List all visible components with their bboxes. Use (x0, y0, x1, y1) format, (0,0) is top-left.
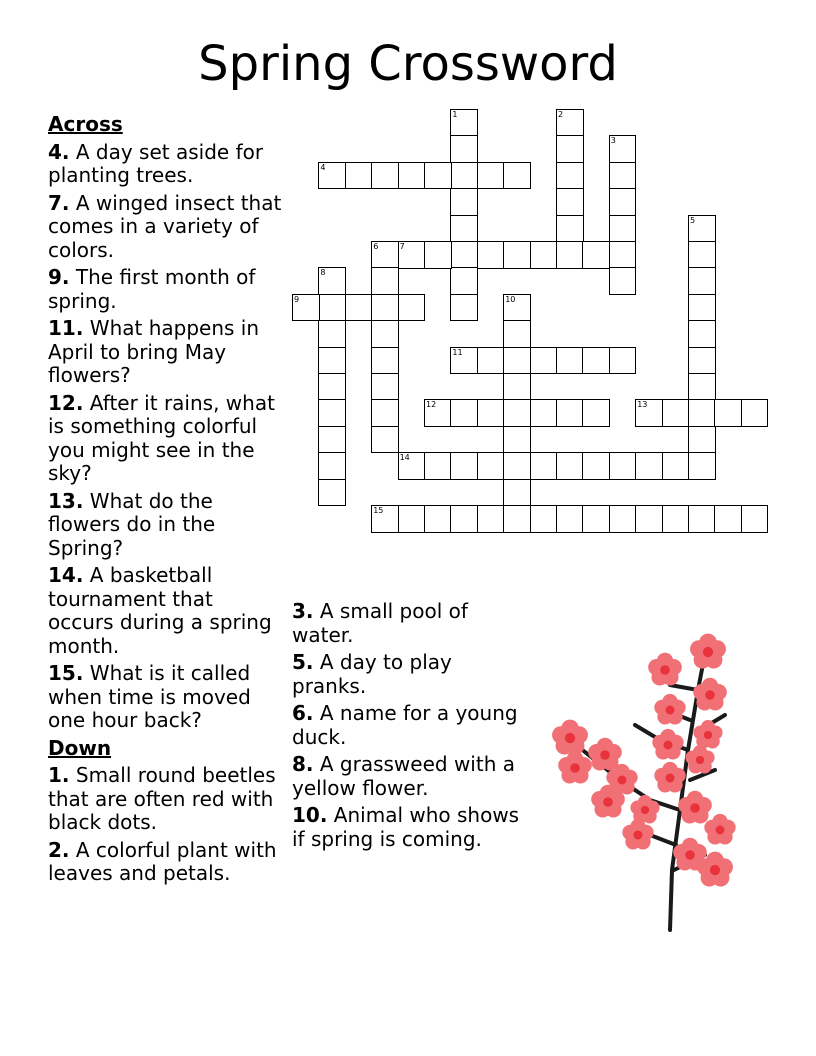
grid-cell[interactable] (503, 452, 531, 480)
grid-cell[interactable] (635, 505, 663, 533)
grid-cell[interactable] (450, 215, 478, 243)
blossom-center (666, 706, 675, 715)
grid-cell[interactable] (477, 505, 505, 533)
grid-cell[interactable] (556, 135, 584, 163)
grid-cell[interactable] (503, 505, 531, 533)
grid-cell[interactable] (371, 320, 399, 348)
blossom-center (710, 865, 720, 875)
grid-cell[interactable] (450, 452, 478, 480)
grid-cell[interactable] (714, 399, 742, 427)
grid-cell[interactable] (318, 399, 346, 427)
blossom-center (634, 831, 643, 840)
clue-text: A colorful plant with leaves and petals. (48, 837, 277, 885)
grid-cell[interactable] (503, 241, 531, 269)
blossom-center (641, 806, 649, 814)
grid-cell[interactable] (609, 215, 637, 243)
clue-text: A small pool of water. (292, 599, 468, 647)
clue-text: A basketball tournament that occurs during a spring month. (48, 563, 272, 658)
clue-number: 11. (48, 316, 84, 340)
grid-cell[interactable] (662, 399, 690, 427)
grid-cell[interactable] (503, 320, 531, 348)
grid-cell[interactable] (450, 347, 478, 375)
blossom-center (603, 797, 613, 807)
grid-cell[interactable] (609, 347, 637, 375)
grid-cell[interactable] (398, 162, 426, 190)
grid-cell[interactable] (688, 373, 716, 401)
grid-cell[interactable] (503, 426, 531, 454)
clue-number: 4. (48, 139, 70, 164)
grid-cell[interactable] (318, 347, 346, 375)
grid-cell[interactable] (503, 294, 531, 322)
across-heading: Across (48, 112, 123, 136)
clue-text: Animal who shows if spring is coming. (292, 803, 520, 851)
cell-number: 11 (452, 347, 463, 357)
grid-cell[interactable] (741, 399, 769, 427)
grid-cell[interactable] (556, 162, 584, 190)
branch-stem (650, 835, 676, 845)
grid-cell[interactable] (556, 241, 584, 269)
grid-cell[interactable] (450, 109, 478, 137)
clue-text: A name for a young duck. (292, 701, 518, 749)
clue-number: 9. (48, 265, 70, 289)
grid-cell[interactable] (635, 399, 663, 427)
grid-cell[interactable] (556, 505, 584, 533)
blossom-center (664, 741, 673, 750)
clue-text: A day to play pranks. (292, 650, 452, 698)
grid-cell[interactable] (477, 241, 505, 269)
grid-cell[interactable] (503, 162, 531, 190)
grid-cell[interactable] (582, 505, 610, 533)
grid-cell[interactable] (371, 267, 399, 295)
grid-cell[interactable] (582, 452, 610, 480)
clue-number: 5. (292, 650, 314, 674)
clue-number: 10. (292, 803, 328, 827)
blossom-center (685, 850, 695, 860)
grid-cell[interactable] (450, 267, 478, 295)
cell-number: 9 (294, 294, 300, 304)
grid-cell[interactable] (609, 188, 637, 216)
blossom-center (565, 733, 575, 743)
clue-text: What is it called when time is moved one hour back? (48, 661, 251, 732)
clue-number: 13. (48, 488, 84, 513)
grid-cell[interactable] (450, 135, 478, 163)
grid-cell[interactable] (530, 452, 558, 480)
grid-cell[interactable] (503, 347, 531, 375)
cell-number: 2 (558, 110, 564, 119)
blossom-center (690, 803, 700, 813)
grid-cell[interactable] (371, 373, 399, 401)
blossom-center (660, 665, 670, 675)
clue-text: After it rains, what is something colorful you might see in the sky? (48, 390, 275, 485)
cell-number: 15 (373, 506, 384, 515)
grid-cell[interactable] (556, 188, 584, 216)
cell-number: 14 (399, 453, 410, 463)
grid-cell[interactable] (450, 294, 478, 322)
grid-cell[interactable] (318, 452, 346, 480)
grid-cell[interactable] (477, 162, 505, 190)
grid-cell[interactable] (450, 188, 478, 216)
grid-cell[interactable] (398, 294, 426, 322)
grid-cell[interactable] (556, 215, 584, 243)
grid-cell[interactable] (398, 505, 426, 533)
cell-number: 5 (690, 215, 696, 225)
grid-cell[interactable] (609, 241, 637, 269)
grid-cell[interactable] (503, 399, 531, 427)
grid-cell[interactable] (318, 294, 346, 322)
blossom-center (618, 776, 627, 785)
grid-cell[interactable] (582, 241, 610, 269)
grid-cell[interactable] (371, 426, 399, 454)
grid-cell[interactable] (318, 267, 346, 295)
grid-cell[interactable] (609, 452, 637, 480)
clue-text: What do the flowers do in the Spring? (48, 488, 216, 560)
grid-cell[interactable] (609, 162, 637, 190)
grid-cell[interactable] (450, 241, 478, 269)
clue-number: 8. (292, 752, 314, 776)
blossom-center (704, 731, 712, 739)
grid-cell[interactable] (424, 399, 452, 427)
grid-cell[interactable] (688, 505, 716, 533)
grid-cell[interactable] (424, 162, 452, 190)
page-title: Spring Crossword (198, 36, 618, 92)
grid-cell[interactable] (477, 452, 505, 480)
grid-cell[interactable] (398, 452, 426, 480)
down-heading: Down (48, 735, 112, 760)
grid-cell[interactable] (582, 347, 610, 375)
grid-cell[interactable] (530, 505, 558, 533)
clue-text: The first month of spring. (48, 265, 256, 313)
cell-number: 7 (399, 242, 405, 251)
grid-cell[interactable] (477, 399, 505, 427)
grid-cell[interactable] (424, 452, 452, 480)
cell-number: 8 (320, 268, 326, 278)
clue-number: 14. (48, 563, 84, 587)
grid-cell[interactable] (714, 505, 742, 533)
grid-cell[interactable] (688, 426, 716, 454)
grid-cell[interactable] (424, 505, 452, 533)
grid-cell[interactable] (318, 373, 346, 401)
grid-cell[interactable] (424, 241, 452, 269)
clue-number: 6. (292, 701, 314, 725)
grid-cell[interactable] (556, 109, 584, 137)
clue-number: 15. (48, 661, 84, 685)
grid-cell[interactable] (371, 399, 399, 427)
grid-cell[interactable] (398, 241, 426, 269)
clue-number: 3. (292, 599, 314, 623)
grid-cell[interactable] (371, 347, 399, 375)
grid-cell[interactable] (609, 267, 637, 295)
clue-text: Small round beetles that are often red with black dots. (48, 763, 276, 834)
grid-cell[interactable] (450, 399, 478, 427)
clue-text: What happens in April to bring May flowers? (48, 316, 260, 387)
blossom-center (600, 750, 610, 760)
cell-number: 10 (505, 294, 516, 304)
grid-cell[interactable] (318, 426, 346, 454)
blossom-center (703, 647, 713, 657)
grid-cell[interactable] (530, 347, 558, 375)
clue-text: A day set aside for planting trees. (48, 139, 264, 187)
grid-cell[interactable] (741, 505, 769, 533)
cell-number: 4 (320, 162, 326, 172)
grid-cell[interactable] (582, 399, 610, 427)
grid-cell[interactable] (530, 399, 558, 427)
grid-cell[interactable] (318, 479, 346, 507)
cell-number: 12 (426, 400, 437, 410)
clue-text: A winged insect that comes in a variety of colors. (48, 190, 282, 262)
grid-cell[interactable] (450, 505, 478, 533)
blossom-center (716, 826, 725, 835)
cell-number: 3 (610, 136, 616, 146)
grid-cell[interactable] (662, 452, 690, 480)
grid-cell[interactable] (371, 294, 399, 322)
clue-number: 1. (48, 763, 70, 787)
grid-cell[interactable] (530, 241, 558, 269)
blossom-center (666, 774, 675, 783)
grid-cell[interactable] (609, 135, 637, 163)
cell-number: 1 (452, 110, 458, 119)
clue-number: 12. (48, 390, 84, 415)
grid-cell[interactable] (635, 452, 663, 480)
grid-cell[interactable] (609, 505, 637, 533)
grid-cell[interactable] (662, 505, 690, 533)
grid-cell[interactable] (688, 452, 716, 480)
clue-number: 7. (48, 190, 70, 215)
grid-cell[interactable] (345, 162, 373, 190)
grid-cell[interactable] (503, 479, 531, 507)
clue-text: A grassweed with a yellow flower. (292, 752, 515, 800)
grid-cell[interactable] (556, 347, 584, 375)
blossom-center (705, 690, 715, 700)
grid-cell[interactable] (688, 347, 716, 375)
grid-cell[interactable] (450, 162, 478, 190)
grid-cell[interactable] (371, 505, 399, 533)
grid-cell[interactable] (688, 215, 716, 243)
grid-cell[interactable] (371, 162, 399, 190)
cell-number: 13 (637, 400, 648, 410)
clue-number: 2. (48, 837, 70, 862)
blossom-center (696, 756, 704, 764)
grid-cell[interactable] (688, 320, 716, 348)
blossom-branch-illustration (540, 630, 760, 940)
grid-cell[interactable] (688, 399, 716, 427)
blossom-center (570, 763, 580, 773)
grid-cell[interactable] (318, 320, 346, 348)
grid-cell[interactable] (318, 162, 346, 190)
grid-cell[interactable] (688, 241, 716, 269)
grid-cell[interactable] (292, 294, 320, 322)
grid-cell[interactable] (556, 452, 584, 480)
grid-cell[interactable] (503, 373, 531, 401)
grid-cell[interactable] (688, 267, 716, 295)
grid-cell[interactable] (371, 241, 399, 269)
cell-number: 6 (373, 242, 379, 251)
grid-cell[interactable] (477, 347, 505, 375)
grid-cell[interactable] (345, 294, 373, 322)
grid-cell[interactable] (688, 294, 716, 322)
grid-cell[interactable] (556, 399, 584, 427)
